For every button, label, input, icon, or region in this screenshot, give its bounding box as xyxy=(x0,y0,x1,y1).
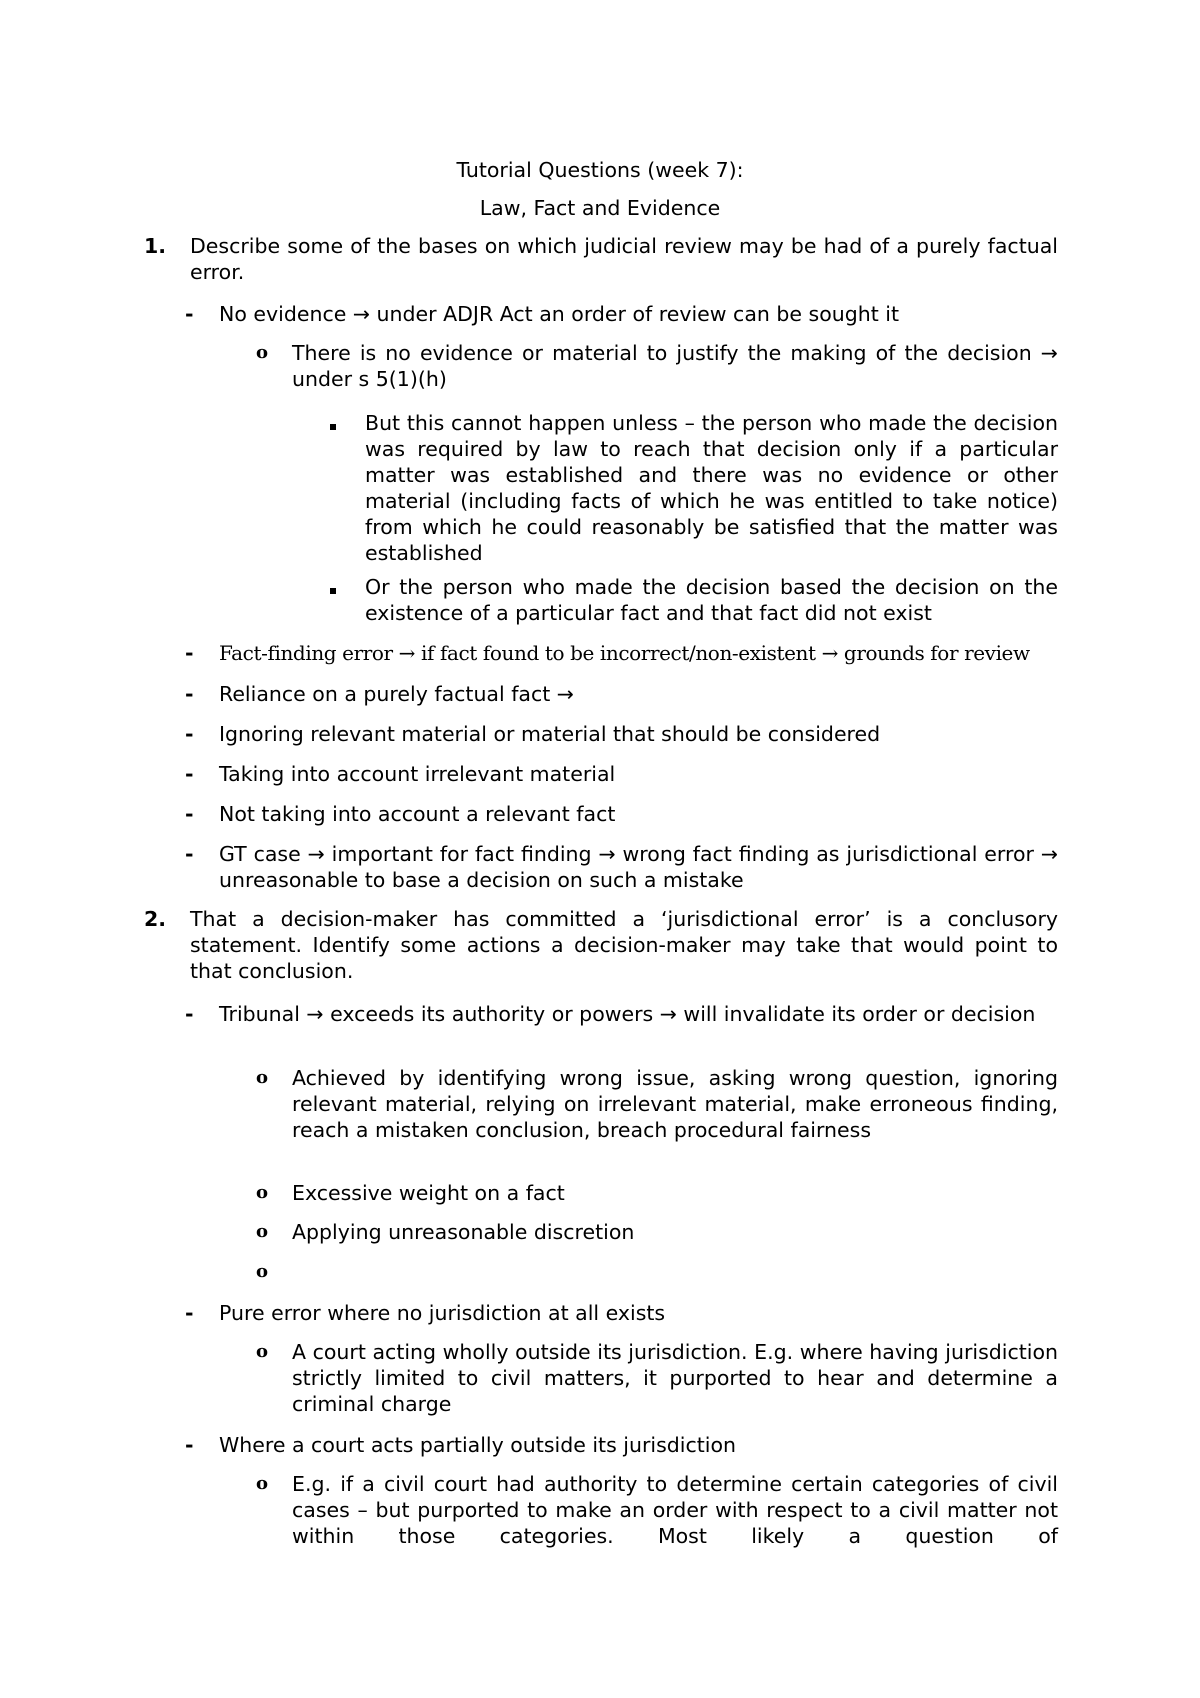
q1-sub-no-evidence: There is no evidence or material to justify the making of the decision → under s 5(1)(h) xyxy=(292,341,1058,391)
circle-bullet: o xyxy=(256,342,269,363)
q2-sub-achieved-by: Achieved by identifying wrong issue, asking wrong question, ignoring relevant material, relying on irrelevant material, make erroneous finding, reach a mistaken conclusion, breach procedural fairness xyxy=(292,1066,1058,1142)
q2-sub-wholly-outside: A court acting wholly outside its jurisdiction. E.g. where having jurisdiction strictly limited to civil matters, it purported to hear and determine a criminal charge xyxy=(292,1340,1058,1416)
dash-bullet: - xyxy=(185,762,194,786)
dash-bullet: - xyxy=(185,722,194,746)
q2-bullet-pure-error: Pure error where no jurisdiction at all exists xyxy=(219,1301,666,1325)
dash-bullet: - xyxy=(185,842,194,866)
q1-bullet-gt-case: GT case → important for fact finding → wrong fact finding as jurisdictional error → unreasonable to base a decision on such a mistake xyxy=(219,842,1058,892)
dash-bullet: - xyxy=(185,1433,194,1457)
document-subtitle: Law, Fact and Evidence xyxy=(479,196,721,220)
square-bullet-icon xyxy=(330,574,336,600)
dash-bullet: - xyxy=(185,802,194,826)
circle-bullet-empty: o xyxy=(256,1261,269,1282)
q1-bullet-no-evidence: No evidence → under ADJR Act an order of review can be sought it xyxy=(219,302,900,326)
q1-bullet-irrelevant: Taking into account irrelevant material xyxy=(219,762,616,786)
q1-bullet-not-relevant-fact: Not taking into account a relevant fact xyxy=(219,802,616,826)
dash-bullet: - xyxy=(185,641,194,665)
dash-bullet: - xyxy=(185,302,194,326)
circle-bullet: o xyxy=(256,1221,269,1242)
question-1-number: 1. xyxy=(144,234,167,258)
dash-bullet: - xyxy=(185,682,194,706)
question-1-text: Describe some of the bases on which judicial review may be had of a purely factual error. xyxy=(190,234,1058,284)
q2-sub-excessive-weight: Excessive weight on a fact xyxy=(292,1181,565,1205)
circle-bullet: o xyxy=(256,1182,269,1203)
q2-sub-civil-court: E.g. if a civil court had authority to determine certain categories of civil cases – but purported to make an order with respect to a civil matter not within those categories. Most likely a question of xyxy=(292,1472,1058,1548)
q2-bullet-partially-outside: Where a court acts partially outside its jurisdiction xyxy=(219,1433,737,1457)
dash-bullet: - xyxy=(185,1301,194,1325)
q1-subsub-cannot-happen: But this cannot happen unless – the person who made the decision was required by law to reach that decision only if a particular matter was established and there was no evidence or other material (including facts of which he was entitled to take notice) from which he could reasonably be satisfied that the matter was established xyxy=(365,411,1058,565)
circle-bullet: o xyxy=(256,1473,269,1494)
document-title: Tutorial Questions (week 7): xyxy=(456,158,744,182)
dash-bullet: - xyxy=(185,1002,194,1026)
q2-bullet-tribunal: Tribunal → exceeds its authority or powers → will invalidate its order or decision xyxy=(219,1002,1036,1026)
question-2-number: 2. xyxy=(144,907,167,931)
q1-bullet-fact-finding-error: Fact-finding error → if fact found to be incorrect/non-existent → grounds for review xyxy=(219,641,1030,665)
question-2-text: That a decision-maker has committed a ‘jurisdictional error’ is a conclusory statement. Identify some actions a decision-maker may take that would point to that conclusion. xyxy=(190,907,1058,983)
circle-bullet: o xyxy=(256,1341,269,1362)
q1-bullet-ignoring-relevant: Ignoring relevant material or material that should be considered xyxy=(219,722,881,746)
circle-bullet: o xyxy=(256,1067,269,1088)
q1-bullet-reliance: Reliance on a purely factual fact → xyxy=(219,682,574,706)
q2-sub-unreasonable-discretion: Applying unreasonable discretion xyxy=(292,1220,635,1244)
square-bullet-icon xyxy=(330,410,336,436)
q1-subsub-fact-not-exist: Or the person who made the decision based the decision on the existence of a particular fact and that fact did not exist xyxy=(365,575,1058,625)
